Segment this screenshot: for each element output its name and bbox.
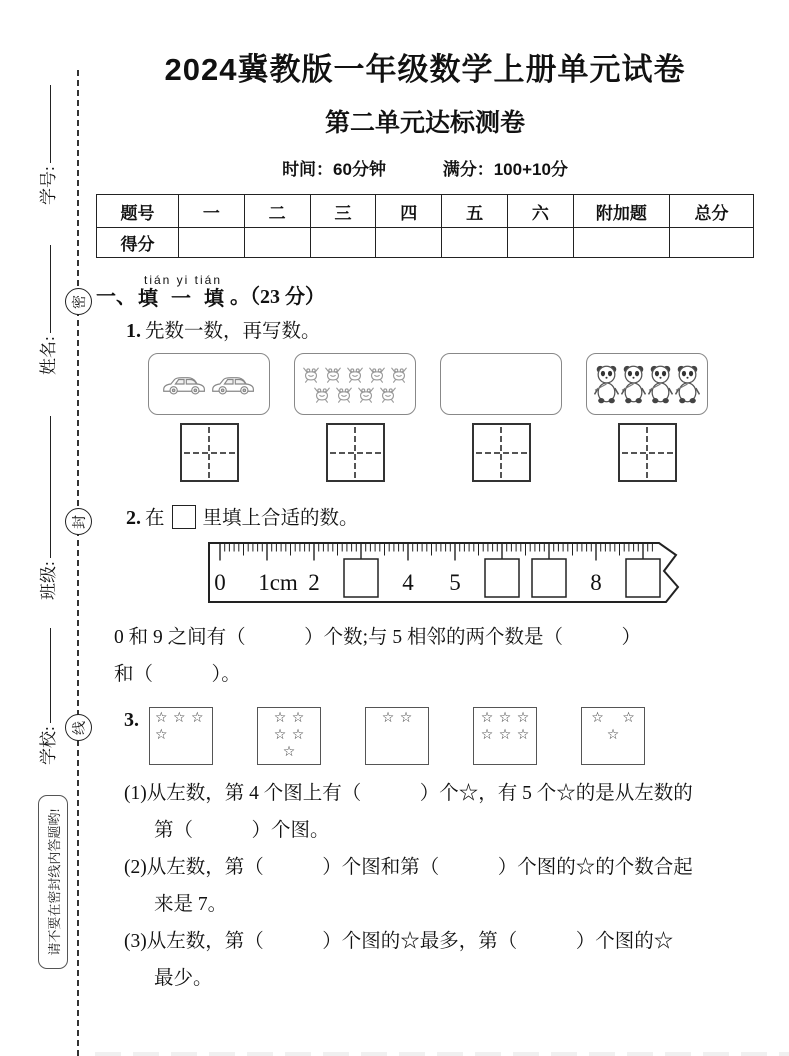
section1-pinyin-stack xyxy=(138,274,228,309)
q1-grids-row xyxy=(148,423,754,482)
score-cell[interactable] xyxy=(669,228,753,258)
q2-line1: 0 和 9 之间有（ ）个数;与 5 相邻的两个数是（ ） xyxy=(114,627,642,648)
car-icon xyxy=(161,372,208,396)
score-cell[interactable] xyxy=(507,228,573,258)
exam-page xyxy=(96,44,754,997)
q2-inline-answer-box[interactable] xyxy=(172,505,196,529)
seal-char-text: 密 xyxy=(72,294,88,309)
q2-text-after: 里填上合适的数。 xyxy=(202,508,359,529)
seal-char-2 xyxy=(65,508,92,535)
section1-prefix: 一、 xyxy=(96,286,136,308)
page-subtitle: 第二单元达标测卷 xyxy=(324,109,525,137)
panda-icon xyxy=(621,362,646,406)
ruler-number-label: 0 xyxy=(214,570,226,595)
sidebar-field-label: 学校: xyxy=(39,726,58,765)
section1-hanzi: 填 一 填 xyxy=(138,288,228,310)
q1-figure-empty xyxy=(440,353,562,415)
ruler-answer-box[interactable] xyxy=(532,559,566,597)
score-col-8: 总分 xyxy=(669,195,753,228)
page-title: 2024冀教版一年级数学上册单元试卷 xyxy=(164,52,686,87)
q3-sub2-line1: (2)从左数，第（ ）个图和第（ ）个图的☆的个数合起 xyxy=(124,857,693,878)
score-cell[interactable] xyxy=(573,228,669,258)
ruler-answer-box[interactable] xyxy=(626,559,660,597)
q1-figure-frogs xyxy=(294,353,416,415)
q2-intro xyxy=(126,502,754,530)
ruler-answer-box[interactable] xyxy=(485,559,519,597)
sidebar-field-4 xyxy=(34,628,59,765)
score-table xyxy=(96,194,754,258)
q1-grid-slot xyxy=(440,423,562,482)
score-col-5: 五 xyxy=(442,195,508,228)
page-bottom-artifact xyxy=(95,1052,789,1056)
q3-star-box-4 xyxy=(473,707,537,765)
score-cell[interactable] xyxy=(442,228,508,258)
seal-dashed-line xyxy=(77,70,79,1056)
sidebar-field-label: 学号: xyxy=(39,166,58,205)
ruler-answer-box[interactable] xyxy=(344,559,378,597)
star-row: ☆ xyxy=(606,727,620,743)
panda-icon xyxy=(648,362,673,406)
ruler-number-label: 5 xyxy=(449,570,461,595)
q1-writing-grid[interactable] xyxy=(618,423,677,482)
figure-row xyxy=(301,365,409,384)
score-col-2: 二 xyxy=(244,195,310,228)
q3-sub1-line2: 第（ ）个图。 xyxy=(154,820,330,841)
q3-star-box-2 xyxy=(257,707,321,765)
sidebar-field-label: 姓名: xyxy=(39,336,58,375)
q1-writing-grid[interactable] xyxy=(326,423,385,482)
sidebar-field-3 xyxy=(34,416,59,600)
q1-grid-slot xyxy=(294,423,416,482)
figure-row xyxy=(312,385,398,404)
sidebar-field-blank[interactable] xyxy=(46,628,51,723)
q3-subquestions xyxy=(124,775,754,997)
q3-star-box-5 xyxy=(581,707,645,765)
frog-icon xyxy=(356,385,376,404)
star-row: ☆ ☆ xyxy=(381,710,413,726)
star-row: ☆ ☆ ☆ xyxy=(480,727,530,743)
q1-intro xyxy=(126,315,754,343)
q1-writing-grid[interactable] xyxy=(472,423,531,482)
star-row: ☆ xyxy=(282,744,296,760)
sidebar-field-blank[interactable] xyxy=(46,245,51,333)
panda-icon xyxy=(594,362,619,406)
sidebar-field-2 xyxy=(34,245,59,375)
seal-note-box xyxy=(38,795,68,969)
car-icon xyxy=(210,372,257,396)
score-col-3: 三 xyxy=(310,195,376,228)
q2-number: 2. xyxy=(126,507,141,529)
sidebar-field-blank[interactable] xyxy=(46,85,51,163)
score-col-7: 附加题 xyxy=(573,195,669,228)
sidebar-field-label: 班级: xyxy=(39,561,58,600)
q3-star-boxes xyxy=(149,707,645,765)
q1-text: 先数一数，再写数。 xyxy=(145,321,321,342)
score-table-header-row xyxy=(97,195,754,228)
star-row: ☆ ☆ xyxy=(273,710,305,726)
frog-icon xyxy=(389,365,409,384)
frog-icon xyxy=(378,385,398,404)
q1-number: 1. xyxy=(126,320,141,342)
q2-line2: 和（ ）。 xyxy=(114,664,241,685)
frog-icon xyxy=(367,365,387,384)
q3-sub2-line2: 来是 7。 xyxy=(154,894,228,915)
figure-row xyxy=(594,362,700,406)
score-row-label: 得分 xyxy=(97,228,179,258)
seal-char-3 xyxy=(65,714,92,741)
star-row: ☆ ☆ xyxy=(591,710,635,726)
q3-sub3-line2: 最少。 xyxy=(154,968,213,989)
ruler-number-label: 4 xyxy=(402,570,414,595)
score-col-1: 一 xyxy=(178,195,244,228)
score-table-score-row xyxy=(97,228,754,258)
frog-icon xyxy=(301,365,321,384)
score-col-label: 题号 xyxy=(97,195,179,228)
q1-grid-slot xyxy=(586,423,708,482)
q3-star-box-3 xyxy=(365,707,429,765)
seal-char-text: 封 xyxy=(72,514,88,529)
star-row: ☆ ☆ ☆ xyxy=(480,710,530,726)
score-cell[interactable] xyxy=(178,228,244,258)
score-cell[interactable] xyxy=(244,228,310,258)
exam-fullscore: 满分：100+10分 xyxy=(442,160,568,179)
seal-note-text: 请不要在密封线内答题哟! xyxy=(47,808,62,956)
score-col-4: 四 xyxy=(376,195,442,228)
star-row: ☆ xyxy=(155,727,168,743)
exam-info xyxy=(96,155,754,180)
exam-time: 时间：60分钟 xyxy=(282,160,386,179)
q1-figures-row xyxy=(148,353,754,415)
section1-pinyin: tián yi tián xyxy=(143,273,223,287)
q3-row xyxy=(124,707,754,765)
q3-number: 3. xyxy=(124,709,139,731)
q1-grid-slot xyxy=(148,423,270,482)
q3-sub3-line1: (3)从左数，第（ ）个图的☆最多，第（ ）个图的☆ xyxy=(124,931,674,952)
q1-figure-cars xyxy=(148,353,270,415)
frog-icon xyxy=(323,365,343,384)
ruler-number-label: 1cm xyxy=(258,570,298,595)
section1-heading xyxy=(96,274,754,309)
ruler-number-label: 2 xyxy=(308,570,320,595)
panda-icon xyxy=(675,362,700,406)
q1-writing-grid[interactable] xyxy=(180,423,239,482)
seal-char-1 xyxy=(65,288,92,315)
sidebar-field-blank[interactable] xyxy=(46,416,51,558)
star-row: ☆ ☆ xyxy=(273,727,305,743)
q3-sub1-line1: (1)从左数，第 4 个图上有（ ）个☆，有 5 个☆的是从左数的 xyxy=(124,783,693,804)
seal-char-text: 线 xyxy=(72,720,88,735)
frog-icon xyxy=(334,385,354,404)
score-cell[interactable] xyxy=(376,228,442,258)
ruler-number-label: 8 xyxy=(590,570,602,595)
score-col-6: 六 xyxy=(507,195,573,228)
figure-row xyxy=(161,372,257,396)
q1-figure-pandas xyxy=(586,353,708,415)
q3-star-box-1 xyxy=(149,707,213,765)
frog-icon xyxy=(312,385,332,404)
score-cell[interactable] xyxy=(310,228,376,258)
q2-text-before: 在 xyxy=(145,508,165,529)
frog-icon xyxy=(345,365,365,384)
ruler xyxy=(208,542,688,604)
section1-suffix: 。（23 分） xyxy=(230,286,325,308)
star-row: ☆ ☆ ☆ xyxy=(155,710,204,726)
sidebar-field-1 xyxy=(34,85,59,205)
